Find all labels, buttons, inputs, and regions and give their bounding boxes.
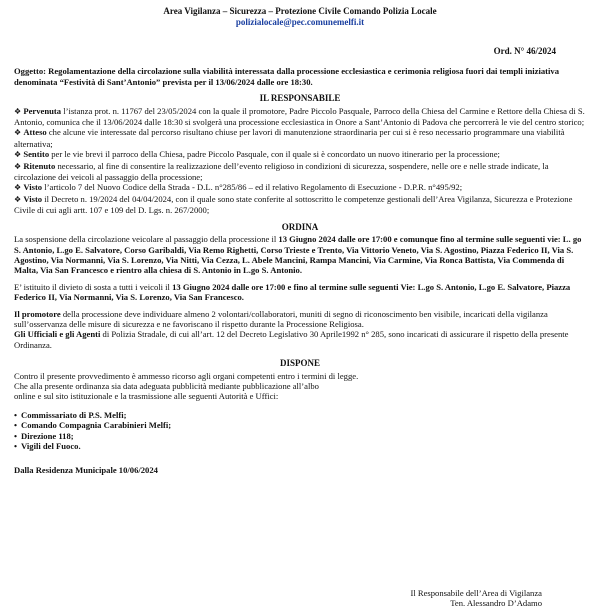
ordina-p4-bold: Gli Ufficiali e gli Agenti	[14, 329, 101, 340]
diamond-bullet-icon: ❖	[14, 106, 22, 116]
premise-item	[14, 194, 586, 216]
premise-keyword: Visto	[23, 193, 43, 204]
list-item: • Direzione 118;	[14, 431, 586, 441]
section-title-dispone: DISPONE	[279, 358, 320, 369]
premise-keyword: Pervenuta	[23, 105, 62, 116]
section-title-ordina: ORDINA	[281, 221, 319, 232]
ordina-p2-text: E’ istituito il divieto di sosta a tutti i veicoli il	[14, 281, 173, 292]
letterhead-title: Area Vigilanza – Sicurezza – Protezione Civile Comando Polizia Locale	[163, 6, 437, 16]
premise-text: il Decreto n. 19/2024 del 04/04/2024, con il quale sono state conferite al sottoscritto le competenze gestionali dell’Area Vigilanza, Sicurezza e Protezione Civile di cui agli artt. 107 e 109 del D. Lgs. n. 267/2000;	[14, 193, 573, 216]
premise-item	[14, 161, 586, 183]
ordina-p4-text: di Polizia Stradale, di cui all’art. 12 del Decreto Legislativo 30 Aprile1992 n° 285, sono incaricati di assicurare il rispetto della presente Ordinanza.	[14, 329, 569, 350]
signature-name: Ten. Alessandro D’Adamo	[450, 598, 542, 609]
premise-text: per le vie brevi il parroco della Chiesa, padre Piccolo Pasquale, con il quale si è concordato un nuovo itinerario per la processione;	[49, 149, 500, 160]
premise-item	[14, 127, 586, 149]
list-item: • Commissariato di P.S. Melfi;	[14, 410, 586, 420]
ordina-officers-duty	[14, 329, 586, 350]
signature-block	[410, 588, 542, 609]
diamond-bullet-icon: ❖	[14, 128, 22, 138]
dispone-publicity: Che alla presente ordinanza sia data adeguata pubblicità mediante pubblicazione all’albo	[14, 380, 319, 391]
premise-text: l’istanza prot. n. 11767 del 23/05/2024 con la quale il promotore, Padre Piccolo Pasquale, Parroco della Chiesa del Carmine e Rettore della Chiesa di S. Antonio, comunica che il 13/06/2024 dalle 18:30 si svolgerà una processione ecclesiastica in Onore a Sant’Antonio di Padova che percorrerà le vie del centro storico;	[14, 105, 585, 128]
premise-keyword: Sentito	[23, 149, 50, 160]
premise-text: che alcune vie interessate dal percorso risultano chiuse per lavori di manutenzione straordinaria per cui si è reso necessario programmare una viabilità alternativa;	[14, 127, 565, 149]
ordina-p2-bold: 13 Giugno 2024 dalle ore 17:00 e fino al termine sulle seguenti Vie: L.go S. Antonio, L.go E. Salvatore, Piazza Federico II, Via Normanni, Via S. Lorenzo, Via San Francesco.	[14, 281, 571, 303]
premises-list	[14, 106, 586, 216]
ordina-traffic-suspension	[14, 234, 586, 276]
list-item: • Comando Compagnia Carabinieri Melfi;	[14, 420, 586, 430]
list-item: • Vigili del Fuoco.	[14, 441, 586, 451]
premise-keyword: Visto	[23, 182, 43, 193]
diamond-bullet-icon: ❖	[14, 150, 22, 160]
ordinance-number: Ord. N° 46/2024	[493, 46, 556, 56]
letterhead	[14, 6, 586, 28]
recipients-list	[14, 410, 586, 452]
ordina-p1-bold: 13 Giugno 2024 dalle ore 17:00 e comunque fino al termine sulle seguenti vie: L. go S. Antonio, L.go E. Salvatore, Corso Garibaldi, Via Remo Righetti, Corso Trieste e Trento, Via Vittorio Veneto, Via S. Agostino, Piazza Federico II, Via S. Agostino, Via Normanni, Via S. Lorenzo, Via Nitti, Via Cezza, L. Abele Mancini, Rampa Mancini, Via Carmine, Via Ronca Battista, Via Commenda di Malta, Via San Francesco e rientro alla chiesa di S. Antonio in L.go S. Antonio.	[14, 234, 582, 276]
diamond-bullet-icon: ❖	[14, 194, 22, 204]
premise-keyword: Ritenuto	[23, 160, 56, 171]
premise-text: necessario, al fine di consentire la realizzazione dell’evento religioso in condizioni di sicurezza, sospendere, nelle ore e nelle strade indicate, la circolazione dei veicoli al passaggio della processione;	[14, 160, 549, 183]
section-title-responsabile: IL RESPONSABILE	[259, 93, 341, 104]
ordina-p3-text: della processione deve individuare almeno 2 volontari/collaboratori, muniti di segno di riconoscimento ben visibile, incaricati della vigilanza sull’osservanza delle misure di sicurezza e ne favoriscano il rispetto durante la Processione Religiosa.	[14, 308, 548, 329]
premise-item	[14, 106, 586, 128]
signature-role: Il Responsabile dell’Area di Vigilanza	[410, 588, 542, 598]
dispone-transmission: online e sul sito istituzionale e la trasmissione alle seguenti Autorità e Uffici:	[14, 391, 279, 402]
premise-item	[14, 182, 586, 193]
diamond-bullet-icon: ❖	[14, 161, 22, 171]
premise-text: l’articolo 7 del Nuovo Codice della Strada - D.L. n°285/86 – ed il relativo Regolamento di Esecuzione - D.P.R. n°495/92;	[42, 182, 463, 193]
diamond-bullet-icon: ❖	[14, 183, 22, 193]
dispone-appeal: Contro il presente provvedimento è ammesso ricorso agli organi competenti entro i termini di legge.	[14, 370, 359, 381]
subject: Oggetto: Regolamentazione della circolazione sulla viabilità interessata dalla processione ecclesiastica e cerimonia religiosa fuori dai templi iniziativa denominata “Festività di Sant’Antonio” prevista per il 13/06/2024 dalle ore 18:30.	[14, 66, 559, 87]
ordina-parking-ban	[14, 282, 586, 303]
pec-email-link[interactable]: polizialocale@pec.comunemelfi.it	[235, 17, 365, 27]
ordina-p3-bold: Il promotore	[14, 308, 61, 319]
premise-keyword: Atteso	[23, 127, 47, 138]
place-date: Dalla Residenza Municipale 10/06/2024	[14, 465, 158, 476]
ordina-promoter-duty	[14, 309, 586, 330]
ordina-p1-text: La sospensione della circolazione veicolare al passaggio della processione il	[14, 234, 279, 245]
premise-item	[14, 149, 586, 160]
